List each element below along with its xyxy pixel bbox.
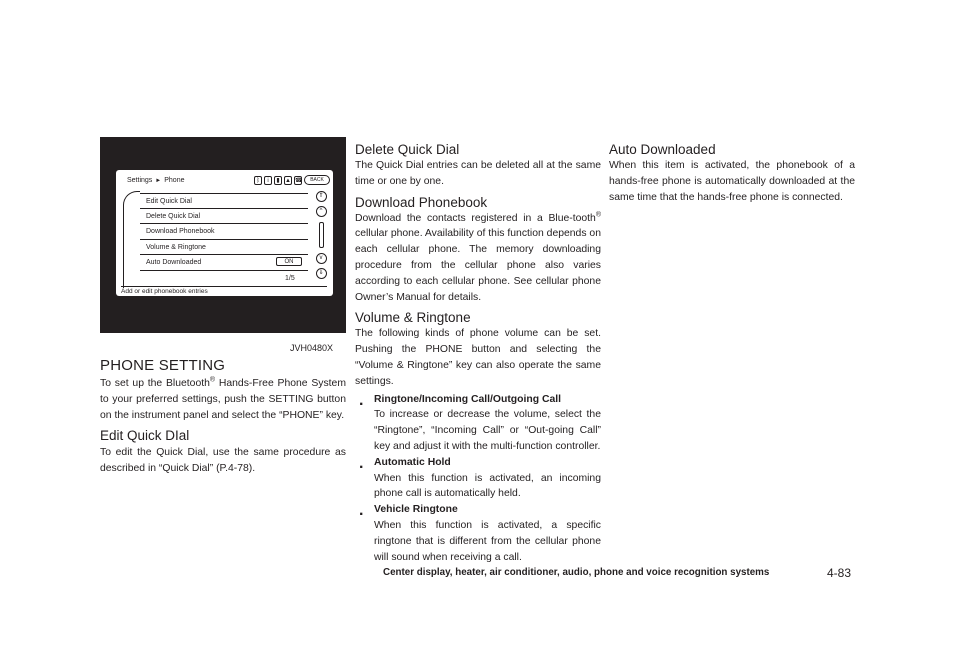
phone-icon: ☎	[295, 177, 303, 184]
auto-downloaded-text: When this item is activated, the phonebook of a hands-free phone is automatically downloaded at the same time that the hands-free phone is connected.	[609, 160, 855, 203]
intro-text-a: To set up the Bluetooth	[100, 378, 210, 389]
page-number: 4-83	[827, 566, 852, 580]
bullet-mark: .	[359, 502, 364, 520]
menu-item-label: Auto Downloaded	[146, 259, 202, 266]
intro-paragraph	[100, 376, 346, 423]
bullet-item	[355, 502, 601, 565]
edit-quick-dial-text: To edit the Quick Dial, use the same procedure as described in “Quick Dial” (P.4-78).	[100, 447, 346, 475]
bullet-text: When this function is activated, an incoming phone call is automatically held.	[374, 472, 601, 500]
menu-item-delete-quick-dial[interactable]	[140, 209, 308, 225]
section-heading: PHONE SETTING	[100, 357, 226, 374]
column-3	[609, 142, 855, 205]
menu-item-label: Delete Quick Dial	[146, 212, 201, 220]
delete-quick-dial-heading: Delete Quick Dial	[355, 142, 460, 157]
bullet-heading: Ringtone/Incoming Call/Outgoing Call	[374, 393, 562, 405]
download-text-a: Download the contacts registered in a Blue-tooth	[355, 212, 596, 224]
arrow-right-icon: ►	[155, 178, 162, 184]
battery-icon: ▮	[274, 176, 282, 185]
screen-title-main: Settings	[127, 177, 153, 184]
menu-item-label: Volume & Ringtone	[146, 243, 206, 251]
menu-item-edit-quick-dial[interactable]	[140, 193, 308, 209]
back-button[interactable]: BACK	[304, 175, 330, 185]
bullet-text: To increase or decrease the volume, select the “Ringtone”, “Incoming Call” or “Out-going Call” key and adjust it with the multi-function controller.	[374, 409, 601, 452]
registered-mark: ®	[209, 376, 216, 384]
auto-downloaded-heading: Auto Downloaded	[609, 142, 716, 157]
volume-ringtone-heading: Volume & Ringtone	[355, 310, 471, 326]
menu-item-label: Edit Quick Dial	[146, 198, 192, 205]
intro-text-b: Hands-Free Phone System to your preferred settings, push the SETTING button on the instrument panel and select the “PHONE” key.	[100, 378, 346, 421]
download-phonebook-text	[355, 211, 601, 306]
column-2	[355, 142, 601, 565]
menu-item-label: Download Phonebook	[146, 228, 215, 235]
bullet-item	[355, 455, 601, 502]
status-icons	[254, 174, 330, 186]
bullet-text: When this function is activated, a specific ringtone that is different from the cellular phone will sound when receiving a call.	[374, 519, 601, 563]
download-phonebook-heading: Download Phonebook	[355, 194, 488, 210]
delete-quick-dial-text: The Quick Dial entries can be deleted all at the same time or one by one.	[355, 160, 601, 187]
menu-curve-decoration	[123, 191, 140, 288]
signal-icon: ▲	[285, 177, 291, 184]
screen-title-sub: Phone	[164, 177, 185, 184]
column-1	[100, 357, 346, 477]
registered-mark: ®	[595, 211, 601, 219]
menu-item-download-phonebook[interactable]	[140, 224, 308, 240]
bullet-item	[355, 392, 601, 455]
bluetooth-icon: ᛒ	[254, 176, 262, 185]
page-down-icon[interactable]: ⇓	[316, 268, 327, 279]
figure-id: JVH0480X	[290, 343, 334, 353]
bullet-mark: .	[359, 391, 364, 409]
menu-item-volume-ringtone[interactable]	[140, 240, 308, 256]
screen-status-text: Add or edit phonebook entries	[121, 286, 327, 295]
bullet-heading: Vehicle Ringtone	[374, 504, 458, 516]
page-up-icon[interactable]: ⇑	[316, 191, 327, 202]
scroll-down-icon[interactable]: v	[316, 253, 327, 264]
settings-menu-list	[140, 193, 308, 271]
bullet-heading: Automatic Hold	[374, 456, 451, 468]
page-indicator: 1/5	[285, 275, 295, 282]
bullet-mark: .	[359, 454, 364, 472]
chapter-footer: Center display, heater, air conditioner, audio, phone and voice recognition systems	[383, 567, 770, 578]
download-text-b: cellular phone. Availability of this function depends on each cellular phone. The memory downloading procedure from the cellular phone also varies according to each cellular phone. See cellular phone Owner’s Manual for details.	[355, 228, 601, 303]
screen-title	[127, 177, 185, 184]
scroll-up-icon[interactable]: ^	[316, 206, 327, 217]
edit-quick-dial-heading: Edit Quick DIal	[100, 428, 190, 444]
info-icon: i	[264, 176, 272, 185]
menu-item-auto-downloaded[interactable]	[140, 255, 308, 271]
on-toggle[interactable]: ON	[276, 257, 302, 266]
side-controls	[312, 189, 330, 281]
volume-ringtone-text: The following kinds of phone volume can be set. Pushing the PHONE button and selecting the “Volume & Ringtone” key can also operate the same settings.	[355, 328, 601, 387]
scrollbar[interactable]	[319, 222, 324, 248]
